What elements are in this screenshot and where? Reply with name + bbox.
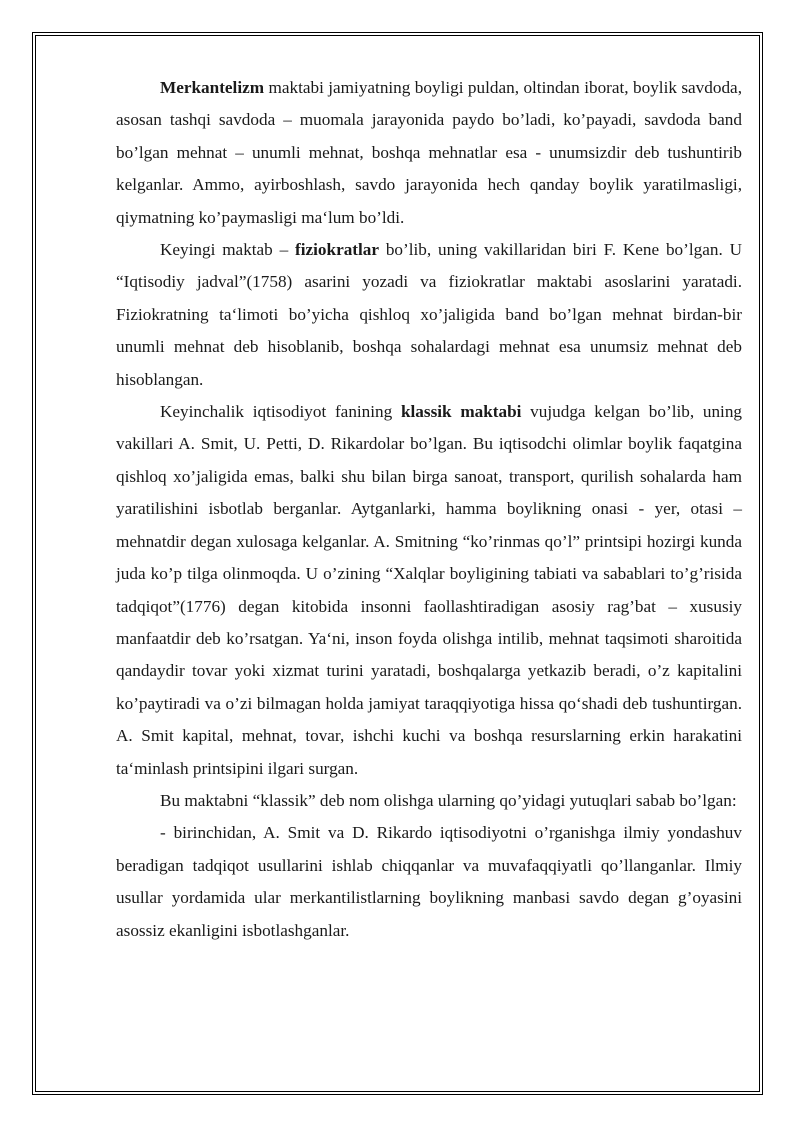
paragraph-text-post: bo’lib, uning vakillaridan biri F. Kene bo’lgan. U “Iqtisodiy jadval”(1758) asarini yozadi va fiziokratlar maktabi asoslarini yaratadi. Fiziokratning ta‘limoti bo’yicha qishloq xo’jaligida band bo’lgan mehnat birdan-bir unumli mehnat deb hisoblanib, boshqa sohalardagi mehnat esa unumsiz mehnat deb hisoblangan. — [116, 240, 742, 389]
paragraph-text-post: vujudga kelgan bo’lib, uning vakillari A. Smit, U. Petti, D. Rikardolar bo’lgan. Bu iqtisodchi olimlar boylik faqatgina qishloq xo’jaligida emas, balki shu bilan birga sanoat, transport, qurilish sohalarda ham yaratilishini isbotlab berganlar. Aytganlarki, hamma boylikning onasi - yer, otasi – mehnatdir degan xulosaga kelganlar. A. Smitning “ko’rinmas qo’l” printsipi hozirgi kunda juda ko’p tilga olinmoqda. U o’zining “Xalqlar boyligining tabiati va sabablari to’g’risida tadqiqot”(1776) degan kitobida insonni faollashtiradigan asosiy rag’bat – xususiy manfaatdir deb ko’rsatgan. Ya‘ni, inson foyda olishga intilib, mehnat taqsimoti sharoitida qandaydir tovar yoki xizmat turini yaratadi, boshqalarga yetkazib beradi, o’z kapitalini ko’paytiradi va o’zi bilmagan holda jamiyat taraqqiyotiga hissa qo‘shadi deb tushuntirgan. A. Smit kapital, mehnat, tovar, ishchi kuchi va boshqa resurslarning erkin harakatini ta‘minlash printsipini ilgari surgan. — [116, 402, 743, 778]
document-body — [116, 72, 742, 947]
term-klassik-maktabi: klassik maktabi — [400, 402, 522, 422]
paragraph-text: maktabi jamiyatning boyligi puldan, oltindan iborat, boylik savdoda, asosan tashqi savdoda – muomala jarayonida paydo bo’ladi, ko’payadi, savdoda band bo’lgan mehnat – unumli mehnat, boshqa mehnatlar esa - unumsizdir deb tushuntirib kelganlar. Ammo, ayirboshlash, savdo jarayonida hech qanday boylik yaratilmasligi, qiymatning ko’paymasligi ma‘lum bo’ldi. — [116, 78, 742, 227]
paragraph-klassik-maktabi — [116, 396, 742, 785]
paragraph-text-pre: Keyinchalik iqtisodiyot fanining — [160, 402, 401, 422]
paragraph-birinchidan: - birinchidan, A. Smit va D. Rikardo iqtisodiyotni o’rganishga ilmiy yondashuv beradigan tadqiqot usullarini ishlab chiqqanlar va muvafaqqiyatli qo’llanganlar. Ilmiy usullar yordamida ular merkantilistlarning boylikning manbasi savdo degan g’oyasini asossiz ekanligini isbotlashganlar. — [116, 823, 742, 940]
paragraph-merkantelizm — [116, 72, 742, 234]
paragraph-fiziokratlar — [116, 234, 742, 396]
term-merkantelizm: Merkantelizm — [160, 78, 265, 97]
paragraph-klassik-reason: Bu maktabni “klassik” deb nom olishga ularning qo’yidagi yutuqlari sabab bo’lgan: — [160, 790, 737, 810]
paragraph-text-pre: Keyingi maktab – — [160, 240, 296, 260]
term-fiziokratlar: fiziokratlar — [295, 240, 380, 260]
